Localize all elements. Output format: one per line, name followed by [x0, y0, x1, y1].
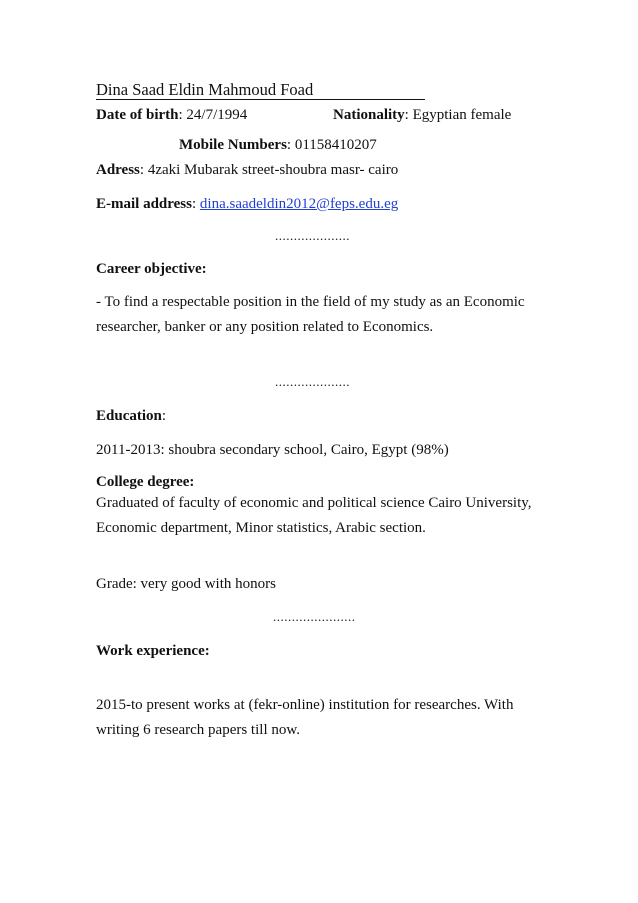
education-heading-text: Education — [96, 408, 162, 424]
education-heading-colon: : — [161, 408, 167, 424]
education-heading — [96, 407, 166, 425]
address-value: : 4zaki Mubarak street-shoubra masr- cairo — [139, 162, 399, 178]
address-row — [96, 161, 398, 179]
work-experience-text: 2015-to present works at (fekr-online) institution for researches. With writing 6 research papers till now. — [96, 697, 514, 738]
nationality-label: Nationality — [333, 107, 405, 123]
email-separator: : — [191, 196, 200, 212]
career-objective-text: - To find a respectable position in the field of my study as an Economic researcher, banker or any position related to Economics. — [96, 294, 525, 335]
dob-value: : 24/7/1994 — [178, 107, 248, 123]
mobile-label: Mobile Numbers — [179, 137, 287, 153]
nationality-value: : Egyptian female — [404, 107, 512, 123]
separator-1: .................... — [275, 228, 350, 243]
mobile-value: : 01158410207 — [286, 137, 377, 153]
email-link[interactable]: dina.saadeldin2012@feps.edu.eg — [199, 196, 399, 212]
college-degree-heading: College degree: — [96, 474, 195, 490]
separator-3: ...................... — [273, 609, 356, 624]
address-label: Adress — [96, 162, 140, 178]
full-name: Dina Saad Eldin Mahmoud Foad — [96, 80, 425, 100]
grade-text: Grade: very good with honors — [96, 576, 276, 592]
school-entry: 2011-2013: shoubra secondary school, Cairo, Egypt (98%) — [96, 442, 449, 458]
dob-label: Date of birth — [96, 107, 179, 123]
date-of-birth-row — [96, 106, 247, 124]
nationality-row — [333, 106, 511, 124]
college-degree-text: Graduated of faculty of economic and political science Cairo University, Economic department, Minor statistics, Arabic section. — [96, 495, 532, 536]
work-experience-heading: Work experience: — [96, 643, 210, 659]
email-label: E-mail address — [96, 196, 192, 212]
separator-2: .................... — [275, 374, 350, 389]
career-objective-heading: Career objective: — [96, 261, 207, 277]
email-row — [96, 195, 398, 213]
mobile-row — [179, 136, 377, 154]
